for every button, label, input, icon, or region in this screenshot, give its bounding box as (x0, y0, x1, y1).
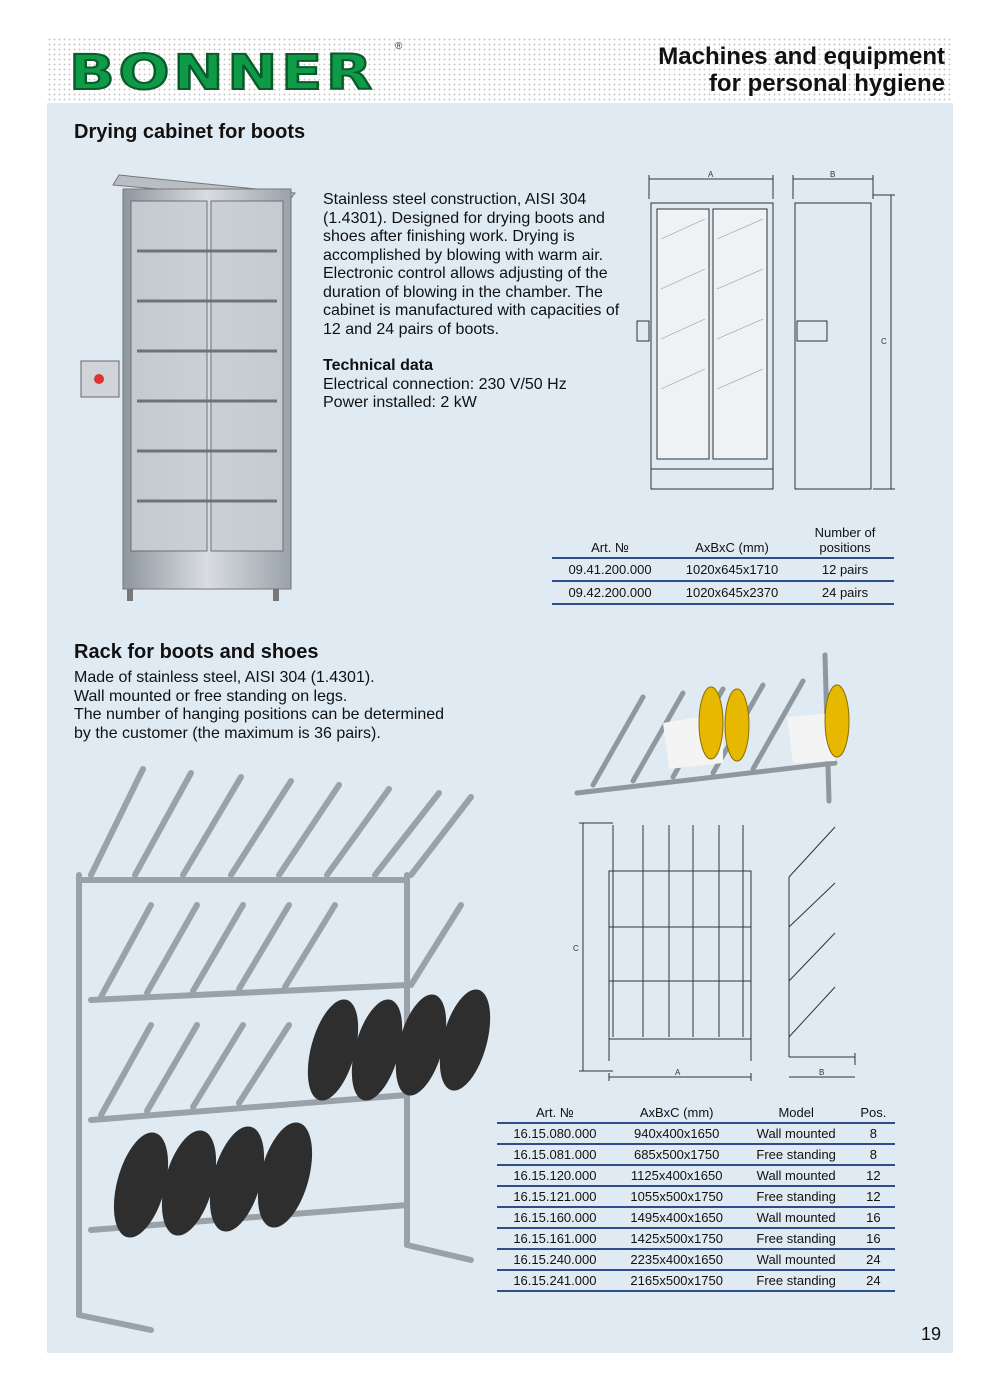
col-dimensions: AxBxC (mm) (668, 523, 796, 558)
table-row (497, 1228, 895, 1249)
table-header-row (497, 1103, 895, 1123)
cell-dimensions: 1495x400x1650 (613, 1207, 741, 1228)
rack-line1: Made of stainless steel, AISI 304 (1.4301). (74, 669, 375, 686)
rack-line3: The number of hanging positions can be determined (74, 706, 445, 723)
cell-pos: 16 (852, 1207, 895, 1228)
cell-art: 09.41.200.000 (552, 558, 668, 581)
drying-cabinet-photo (77, 171, 297, 603)
cell-model: Wall mounted (741, 1165, 852, 1186)
cell-model: Free standing (741, 1270, 852, 1291)
header-title-line2: for personal hygiene (708, 70, 945, 97)
cell-art: 16.15.240.000 (497, 1249, 613, 1270)
table-row (497, 1207, 895, 1228)
cell-dimensions: 2235x400x1650 (613, 1249, 741, 1270)
cell-dimensions: 1425x500x1750 (613, 1228, 741, 1249)
cabinet-description-text: Stainless steel construction, AISI 304 (1.4301). Designed for drying boots and shoes after finishing work. Drying is accomplished by blowing with warm air. Electronic control allows adjusting of the duration of blowing in the chamber. The cabinet is manufactured with capacities of 12 and 24 pairs of boots. (323, 191, 620, 338)
power-installed: Power installed: 2 kW (323, 394, 477, 411)
cabinet-technical-drawing (635, 169, 897, 499)
dim-label-a: A (708, 170, 714, 179)
cell-dimensions: 940x400x1650 (613, 1123, 741, 1144)
cell-positions: 12 pairs (796, 558, 894, 581)
bonner-logo: BONNER (69, 45, 376, 101)
table-row (497, 1270, 895, 1291)
cell-model: Wall mounted (741, 1123, 852, 1144)
dim-label-c: C (881, 337, 887, 346)
rack-line4: by the customer (the maximum is 36 pairs). (74, 724, 381, 742)
cell-art: 09.42.200.000 (552, 581, 668, 604)
cell-model: Free standing (741, 1186, 852, 1207)
cabinet-table (552, 523, 894, 605)
cell-art: 16.15.121.000 (497, 1186, 613, 1207)
cell-pos: 24 (852, 1249, 895, 1270)
rack-description (74, 669, 494, 743)
cell-positions: 24 pairs (796, 581, 894, 604)
rack-table (497, 1103, 895, 1292)
table-row (497, 1249, 895, 1270)
cell-art: 16.15.081.000 (497, 1144, 613, 1165)
cell-art: 16.15.160.000 (497, 1207, 613, 1228)
technical-data-heading: Technical data (323, 357, 433, 374)
cell-art: 16.15.241.000 (497, 1270, 613, 1291)
table-row (497, 1186, 895, 1207)
drying-cabinet-title: Drying cabinet for boots (74, 121, 306, 143)
cell-model: Wall mounted (741, 1249, 852, 1270)
cell-dimensions: 1020x645x1710 (668, 558, 796, 581)
page-number: 19 (920, 1324, 941, 1344)
rack-dim-label-c: C (573, 944, 579, 953)
table-row (497, 1165, 895, 1186)
cell-pos: 8 (852, 1123, 895, 1144)
cell-dimensions: 2165x500x1750 (613, 1270, 741, 1291)
cell-art: 16.15.080.000 (497, 1123, 613, 1144)
cell-pos: 12 (852, 1186, 895, 1207)
cell-pos: 16 (852, 1228, 895, 1249)
table-row (552, 581, 894, 604)
page (47, 37, 953, 1353)
cell-model: Wall mounted (741, 1207, 852, 1228)
table-row (497, 1144, 895, 1165)
header-title-line1: Machines and equipment (658, 43, 945, 70)
rack-dim-label-a: A (675, 1068, 681, 1077)
cell-dimensions: 1125x400x1650 (613, 1165, 741, 1186)
table-header-row (552, 523, 894, 558)
rack-photo (71, 765, 491, 1335)
cell-art: 16.15.161.000 (497, 1228, 613, 1249)
rack-technical-drawing (573, 817, 863, 1087)
cell-dimensions: 1020x645x2370 (668, 581, 796, 604)
col-art: Art. № (497, 1103, 613, 1123)
col-dimensions: AxBxC (mm) (613, 1103, 741, 1123)
header-title (658, 43, 945, 97)
dim-label-b: B (830, 170, 836, 179)
registered-mark: ® (395, 41, 403, 52)
cell-dimensions: 685x500x1750 (613, 1144, 741, 1165)
cell-pos: 8 (852, 1144, 895, 1165)
cell-model: Free standing (741, 1144, 852, 1165)
col-art: Art. № (552, 523, 668, 558)
wall-rack-photo (573, 653, 841, 803)
cell-pos: 24 (852, 1270, 895, 1291)
cell-pos: 12 (852, 1165, 895, 1186)
col-positions: Number of positions (796, 523, 894, 558)
rack-line2: Wall mounted or free standing on legs. (74, 687, 348, 705)
rack-table-body (497, 1123, 895, 1291)
rack-title: Rack for boots and shoes (74, 641, 319, 663)
col-model: Model (741, 1103, 852, 1123)
cabinet-description (323, 191, 633, 413)
cell-art: 16.15.120.000 (497, 1165, 613, 1186)
electrical-connection: Electrical connection: 230 V/50 Hz (323, 375, 567, 393)
table-row (552, 558, 894, 581)
rack-dim-label-b: B (819, 1068, 825, 1077)
cell-dimensions: 1055x500x1750 (613, 1186, 741, 1207)
cell-model: Free standing (741, 1228, 852, 1249)
col-pos: Pos. (852, 1103, 895, 1123)
header-band (47, 37, 953, 103)
table-row (497, 1123, 895, 1144)
